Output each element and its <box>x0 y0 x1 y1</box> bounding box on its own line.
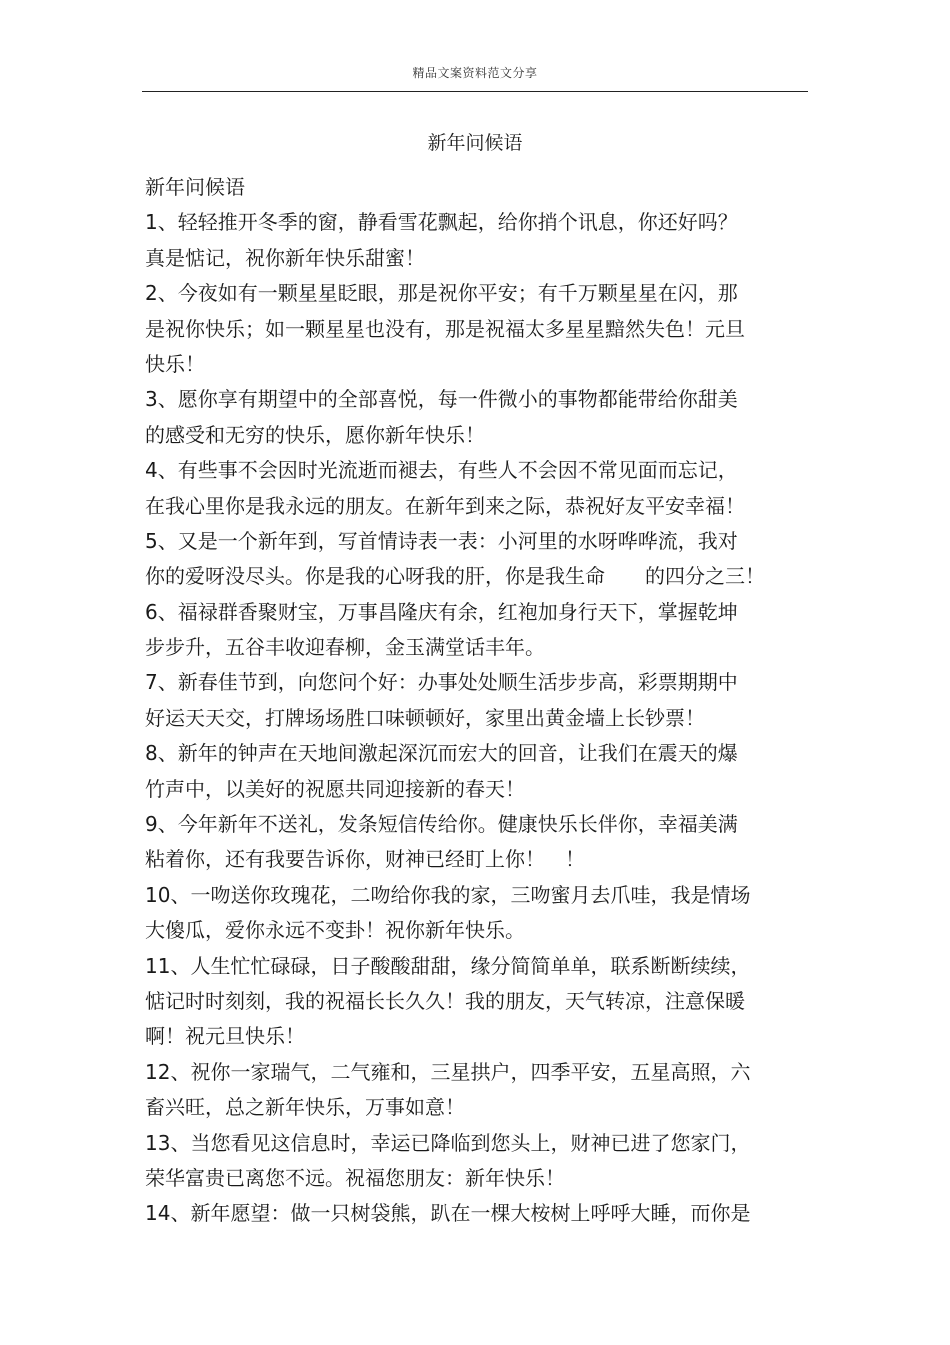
text-line: 步步升，五谷丰收迎春柳，金玉满堂话丰年。 <box>145 635 545 660</box>
text-line: 粘着你，还有我要告诉你，财神已经盯上你！ ！ <box>145 847 585 872</box>
text-line: 新年问候语 <box>145 175 245 199</box>
text-line: 的感受和无穷的快乐，愿你新年快乐！ <box>145 422 485 447</box>
text-line: 是祝你快乐；如一颗星星也没有，那是祝福太多星星黯然失色！元旦 <box>145 316 745 341</box>
text-line: 9、今年新年不送礼，发条短信传给你。健康快乐长伴你，幸福美满 <box>145 812 738 837</box>
text-line: 快乐！ <box>145 351 205 376</box>
text-line: 14、新年愿望：做一只树袋熊，趴在一棵大桉树上呼呼大睡，而你是 <box>145 1201 751 1226</box>
text-line: 竹声中，以美好的祝愿共同迎接新的春天！ <box>145 776 525 801</box>
text-line: 13、当您看见这信息时，幸运已降临到您头上，财神已进了您家门， <box>145 1130 751 1155</box>
text-line: 7、新春佳节到，向您问个好：办事处处顺生活步步高，彩票期期中 <box>145 670 738 695</box>
text-line: 真是惦记，祝你新年快乐甜蜜！ <box>145 245 425 270</box>
text-line: 惦记时时刻刻，我的祝福长长久久！我的朋友，天气转凉，注意保暖 <box>145 988 745 1013</box>
text-line: 10、一吻送你玫瑰花，二吻给你我的家，三吻蜜月去爪哇，我是情场 <box>145 882 751 907</box>
text-line: 5、又是一个新年到，写首情诗表一表：小河里的水呀哗哗流，我对 <box>145 528 738 553</box>
text-line: 你的爱呀没尽头。你是我的心呀我的肝，你是我生命 的四分之三！ <box>145 564 765 589</box>
text-line: 6、福禄群香聚财宝，万事昌隆庆有余，红袍加身行天下，掌握乾坤 <box>145 599 738 624</box>
page-header: 精品文案资料范文分享 <box>412 66 538 80</box>
text-line: 3、愿你享有期望中的全部喜悦，每一件微小的事物都能带给你甜美 <box>145 387 738 412</box>
text-line: 啊！祝元旦快乐！ <box>145 1024 305 1049</box>
text-line: 4、有些事不会因时光流逝而褪去，有些人不会因不常见面而忘记， <box>145 458 738 483</box>
text-line: 在我心里你是我永远的朋友。在新年到来之际，恭祝好友平安幸福！ <box>145 493 745 518</box>
text-line: 12、祝你一家瑞气，二气雍和，三星拱户，四季平安，五星高照，六 <box>145 1059 751 1084</box>
document-body <box>145 170 785 1232</box>
text-line: 1、轻轻推开冬季的窗，静看雪花飘起，给你捎个讯息，你还好吗？ <box>145 210 738 235</box>
text-line: 荣华富贵已离您不远。祝福您朋友：新年快乐！ <box>145 1165 565 1190</box>
text-line: 畜兴旺，总之新年快乐，万事如意！ <box>145 1095 465 1120</box>
text-line: 2、今夜如有一颗星星眨眼，那是祝你平安；有千万颗星星在闪，那 <box>145 281 738 306</box>
text-line: 好运天天交，打牌场场胜口味顿顿好，家里出黄金墙上长钞票！ <box>145 705 705 730</box>
text-line: 8、新年的钟声在天地间激起深沉而宏大的回音，让我们在震天的爆 <box>145 741 738 766</box>
header-divider <box>142 91 808 92</box>
text-line: 11、人生忙忙碌碌，日子酸酸甜甜，缘分简简单单，联系断断续续， <box>145 953 751 978</box>
text-line: 大傻瓜，爱你永远不变卦！祝你新年快乐。 <box>145 918 525 943</box>
document-title: 新年问候语 <box>427 132 523 154</box>
